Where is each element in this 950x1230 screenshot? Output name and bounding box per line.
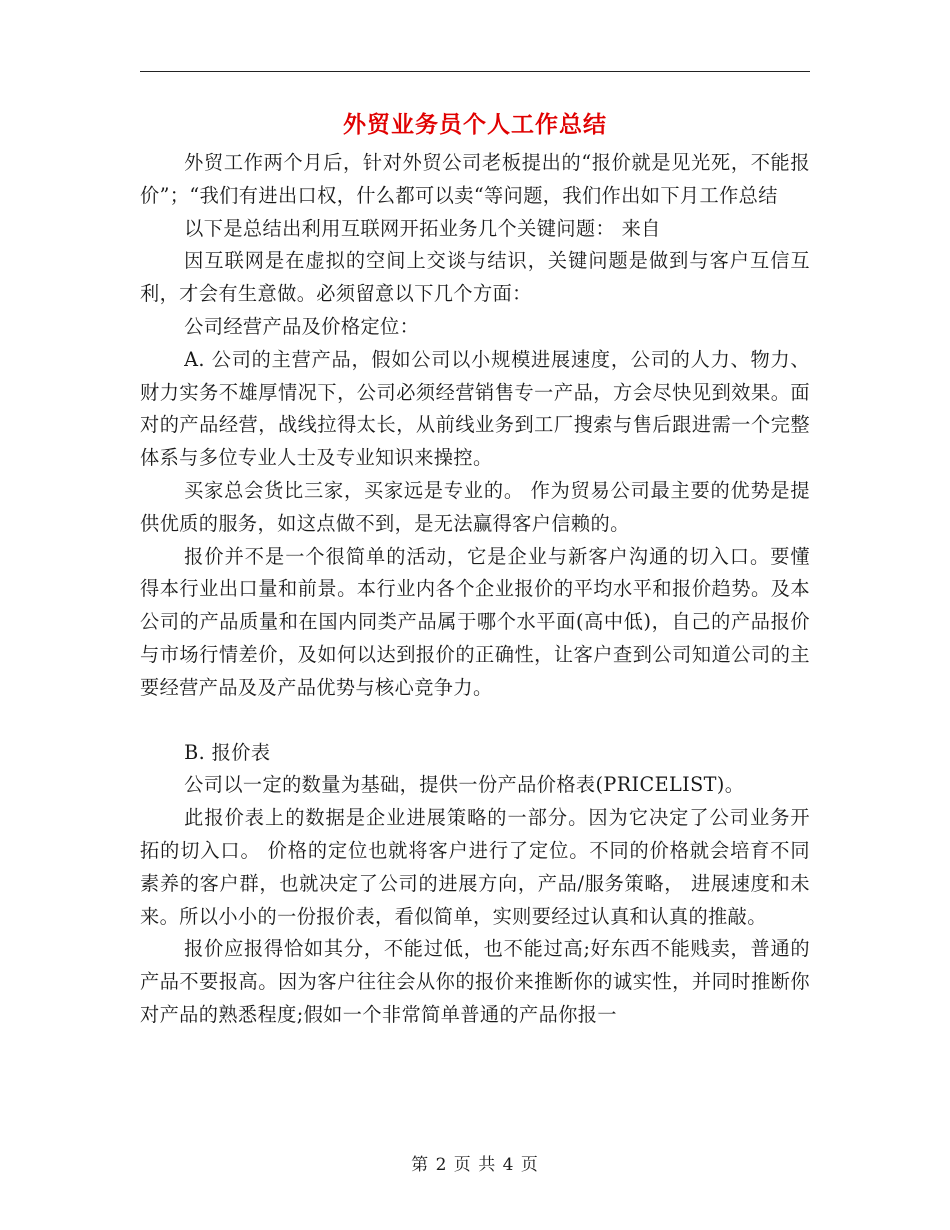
paragraph: 买家总会货比三家，买家远是专业的。 作为贸易公司最主要的优势是提供优质的服务，如这点做不到，是无法赢得客户信赖的。	[140, 478, 810, 535]
paragraph: 公司以一定的数量为基础，提供一份产品价格表(PRICELIST)。	[184, 773, 745, 797]
page-number: 第 2 页 共 4 页	[411, 1155, 539, 1175]
paragraph: 因互联网是在虚拟的空间上交谈与结识，关键问题是做到与客户互信互利，才会有生意做。必须留意以下几个方面：	[140, 249, 810, 306]
section-heading-b: B. 报价表	[184, 740, 271, 764]
paragraph: 报价应报得恰如其分，不能过低，也不能过高;好东西不能贱卖，普通的产品不要报高。因为客户往往会从你的报价来推断你的诚实性，并同时推断你对产品的熟悉程度;假如一个非常简单普通的产品你报一	[140, 937, 810, 1026]
paragraph: 此报价表上的数据是企业进展策略的一部分。因为它决定了公司业务开拓的切入口。 价格的定位也就将客户进行了定位。不同的价格就会培育不同素养的客户群，也就决定了公司的进展方向，产品/服务策略， 进展速度和未来。所以小小的一份报价表，看似简单，实则要经过认真和认真的推敲。	[140, 806, 810, 928]
paragraph: 外贸工作两个月后，针对外贸公司老板提出的“报价就是见光死，不能报价”；“我们有进出口权，什么都可以卖“等问题，我们作出如下月工作总结	[140, 151, 810, 207]
document-body	[140, 147, 810, 1032]
paragraph: 报价并不是一个很简单的活动，它是企业与新客户沟通的切入口。要懂得本行业出口量和前景。本行业内各个企业报价的平均水平和报价趋势。及本公司的产品质量和在国内同类产品属于哪个水平面(高中低)，自己的产品报价与市场行情差价，及如何以达到报价的正确性，让客户查到公司知道公司的主要经营产品及及产品优势与核心竞争力。	[140, 544, 810, 699]
document-title: 外贸业务员个人工作总结	[343, 111, 607, 138]
paragraph: A. 公司的主营产品，假如公司以小规模进展速度，公司的人力、物力、财力实务不雄厚情况下，公司必须经营销售专一产品，方会尽快见到效果。面对的产品经营，战线拉得太长，从前线业务到工厂搜索与售后跟进需一个完整体系与多位专业人士及专业知识来操控。	[140, 347, 810, 470]
header-rule	[140, 71, 810, 72]
paragraph: 公司经营产品及价格定位：	[184, 314, 420, 338]
paragraph: 以下是总结出利用互联网开拓业务几个关键问题： 来自	[184, 216, 661, 240]
